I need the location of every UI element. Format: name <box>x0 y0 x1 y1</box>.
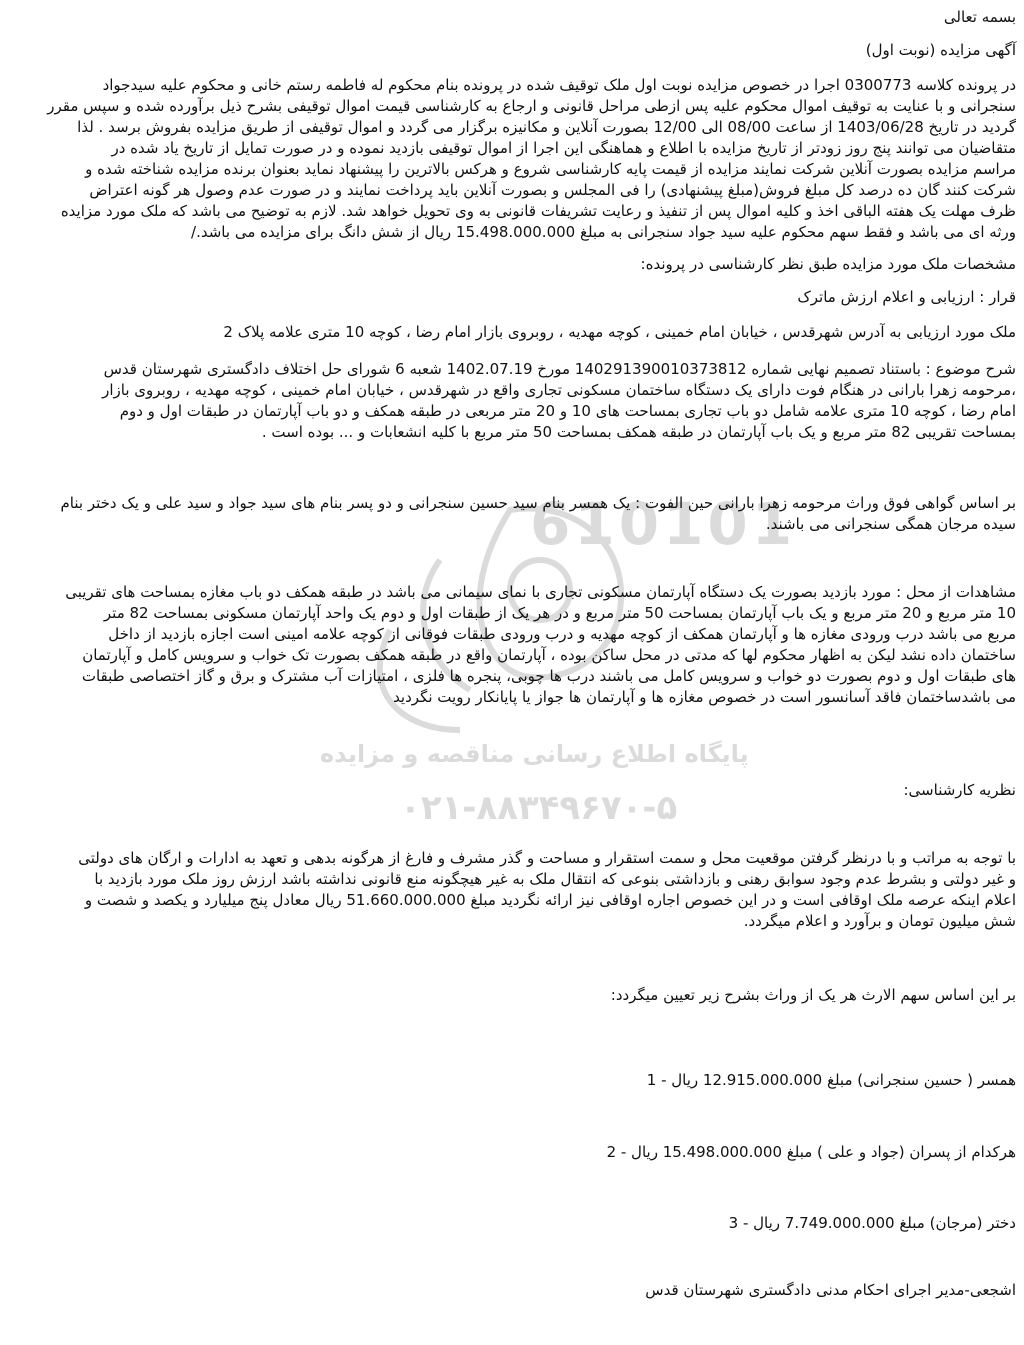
basmala: بسمه تعالی <box>943 8 1016 26</box>
expert-line: و غیر دولتی و بشرط عدم وجود سوابق رهنی و بازداشتی بنوعی که انتقال ملک به غیر هیچگونه منع قانونی نداشته باشد ارزش روز ملک مورد بازدید با <box>94 870 1016 888</box>
intro-line: در پرونده کلاسه 0300773 اجرا در خصوص مزایده نوبت اول ملک توقیف شده در پرونده بنام محکوم له فاطمه رستم خانی و محکوم علیه سیدجواد <box>102 76 1016 94</box>
expert-line: با توجه به مراتب و با درنظر گرفتن موقعیت محل و سمت استقرار و مساحت و گذر مشرف و فارغ از هرگونه بدهی و تعهد به ادارات و ارگان های دولتی <box>78 849 1016 867</box>
expert-heading: نظریه کارشناسی: <box>903 781 1016 799</box>
intro-line: ظرف مهلت یک هفته الباقی اخذ و کلیه اموال پس از تنفیذ و رعایت تشریفات قانونی به وی تحویل خواهد شد. لازم به توضیح می باشد که ملک مورد مزایده <box>60 202 1016 220</box>
observation-line: 10 متر مربع و 20 متر مربع و یک باب آپارتمان بمساحت 50 متر مربع و در هر یک از طبقات اول و دوم یک واحد آپارتمان مسکونی بمساحت 82 متر <box>103 604 1016 622</box>
share-item: دختر (مرجان) مبلغ 7.749.000.000 ریال - 3 <box>728 1214 1016 1232</box>
expert-line: شش میلیون تومان و برآورد و اعلام میگردد. <box>743 912 1016 930</box>
observation-line: های طبقات اول و دوم بصورت دو خواب و سرویس کامل می باشند درب ها چوبی، پنجره ها فلزی ، امتیازات آب مشترک و برق و گاز اختصاصی طبقات <box>81 667 1016 685</box>
subject-line: بمساحت تقریبی 82 متر مربع و یک باب آپارتمان در طبقه همکف بمساحت 50 متر مربع با کلیه انشعابات و ... بوده است . <box>261 423 1016 441</box>
subject-line: امام رضا ، کوچه 10 متری علامه شامل دو باب تجاری بمساحت های 10 و 20 متر مربعی در طبقه همکف و دو باب آپارتمان در طبقات اول و دوم <box>119 402 1016 420</box>
decision: قرار : ارزیابی و اعلام ارزش ماترک <box>797 288 1016 306</box>
intro-line: متقاضیان می توانند پنج روز زودتر از تاریخ مزایده با اطلاع و هماهنگی این اجرا از اموال توقیفی بازدید نموده و در صورت تمایل از تاریخ یاد شده در <box>111 139 1016 157</box>
intro-line: ورثه ای می باشد و فقط سهم محکوم علیه سید جواد سنجرانی به مبلغ 15.498.000.000 ریال از شش دانگ برای مزایده می باشد./ <box>191 223 1016 241</box>
watermark-phone: ۰۲۱-۸۸۳۴۹۶۷۰-۵ <box>400 788 678 828</box>
share-item: هرکدام از پسران (جواد و علی ) مبلغ 15.498.000.000 ریال - 2 <box>606 1143 1016 1161</box>
signature: اشجعی-مدیر اجرای احکام مدنی دادگستری شهرستان قدس <box>645 1281 1016 1299</box>
property-heading: مشخصات ملک مورد مزایده طبق نظر کارشناسی در پرونده: <box>640 255 1016 273</box>
property-address: ملک مورد ارزیابی به آدرس شهرقدس ، خیابان امام خمینی ، کوچه مهدیه ، روبروی بازار امام رضا ، کوچه 10 متری علامه پلاک 2 <box>223 323 1016 341</box>
intro-line: شرکت کنند گان ده درصد کل مبلغ فروش(مبلغ پیشنهادی) را فی المجلس و بصورت آنلاین باید پرداخت نمایند و در صورت عدم وصول هر گونه اعتراض <box>89 181 1016 199</box>
subject-line: شرح موضوع : باستناد تصمیم نهایی شماره 140291390010373812 مورخ 1402.07.19 شعبه 6 شورای حل اختلاف دادگستری شهرستان قدس <box>103 360 1016 378</box>
intro-line: مراسم مزایده بصورت آنلاین شرکت نمایند مزایده از قیمت پایه کارشناسی شروع و هرکس بالاترین را پیشنهاد نماید بعنوان برنده مزایده شناخته شده و <box>85 160 1016 178</box>
heirs-line: سیده مرجان همگی سنجرانی می باشند. <box>765 515 1016 533</box>
share-item: همسر ( حسین سنجرانی) مبلغ 12.915.000.000 ریال - 1 <box>646 1071 1016 1089</box>
heirs-line: بر اساس گواهی فوق وراث مرحومه زهرا بارانی حین الفوت : یک همسر بنام سید حسین سنجرانی و دو پسر بنام های سید جواد و سید علی و یک دختر بنام <box>60 494 1016 512</box>
observation-line: ساختمان داده نشد لیکن به اظهار محکوم لها که مدتی در محل ساکن بوده ، آپارتمان واقع در طبقه همکف بصورت تک خواب و سرویس کامل و آپارتمان <box>82 646 1016 664</box>
intro-line: گردید در تاریخ 1403/06/28 از ساعت 08/00 الی 12/00 بصورت آنلاین و مکانیزه برگزار می گردد و اموال توقیفی از طریق مزایده بفروش برسد . لذا <box>77 118 1016 136</box>
observation-line: می باشدساختمان فاقد آسانسور است در خصوص مغازه ها و آپارتمان ها جواز یا پایانکار رویت نگردید <box>393 688 1016 706</box>
subject-line: ،مرحومه زهرا بارانی در هنگام فوت دارای یک دستگاه ساختمان مسکونی تجاری واقع در شهرقدس ، خیابان امام خمینی ، کوچه مهدیه ، روبروی بازار <box>102 381 1016 399</box>
observation-line: مربع می باشد درب ورودی مغازه ها و آپارتمان همکف از کوچه مهدیه و درب ورودی طبقات فوقانی از کوچه علامه امینی است اجازه بازدید از داخل <box>108 625 1016 643</box>
shares-intro: بر این اساس سهم الارث هر یک از وراث بشرح زیر تعیین میگردد: <box>610 986 1016 1004</box>
watermark-site-name: پایگاه اطلاع رسانی مناقصه و مزایده <box>320 740 749 768</box>
ad-title: آگهی مزایده (نوبت اول) <box>865 41 1016 59</box>
watermark-code: 610101 <box>530 490 797 558</box>
expert-line: اعلام اینکه عرصه ملک اوقافی است و در این خصوص اجاره اوقافی نیز ارائه نگردید مبلغ 51.660.000.000 ریال معادل پنج میلیارد و یکصد و شصت و <box>84 891 1016 909</box>
intro-line: سنجرانی و با عنایت به توقیف اموال محکوم علیه پس ازطی مراحل قانونی و ارجاع به کارشناسی قیمت اموال توقیفی بشرح ذیل برآورده شده و سپس مقرر <box>47 97 1016 115</box>
observation-line: مشاهدات از محل : مورد بازدید بصورت یک دستگاه آپارتمان مسکونی تجاری با نمای سیمانی می باشد در طبقه همکف دو باب مغازه بمساحت های تقریبی <box>65 583 1016 601</box>
